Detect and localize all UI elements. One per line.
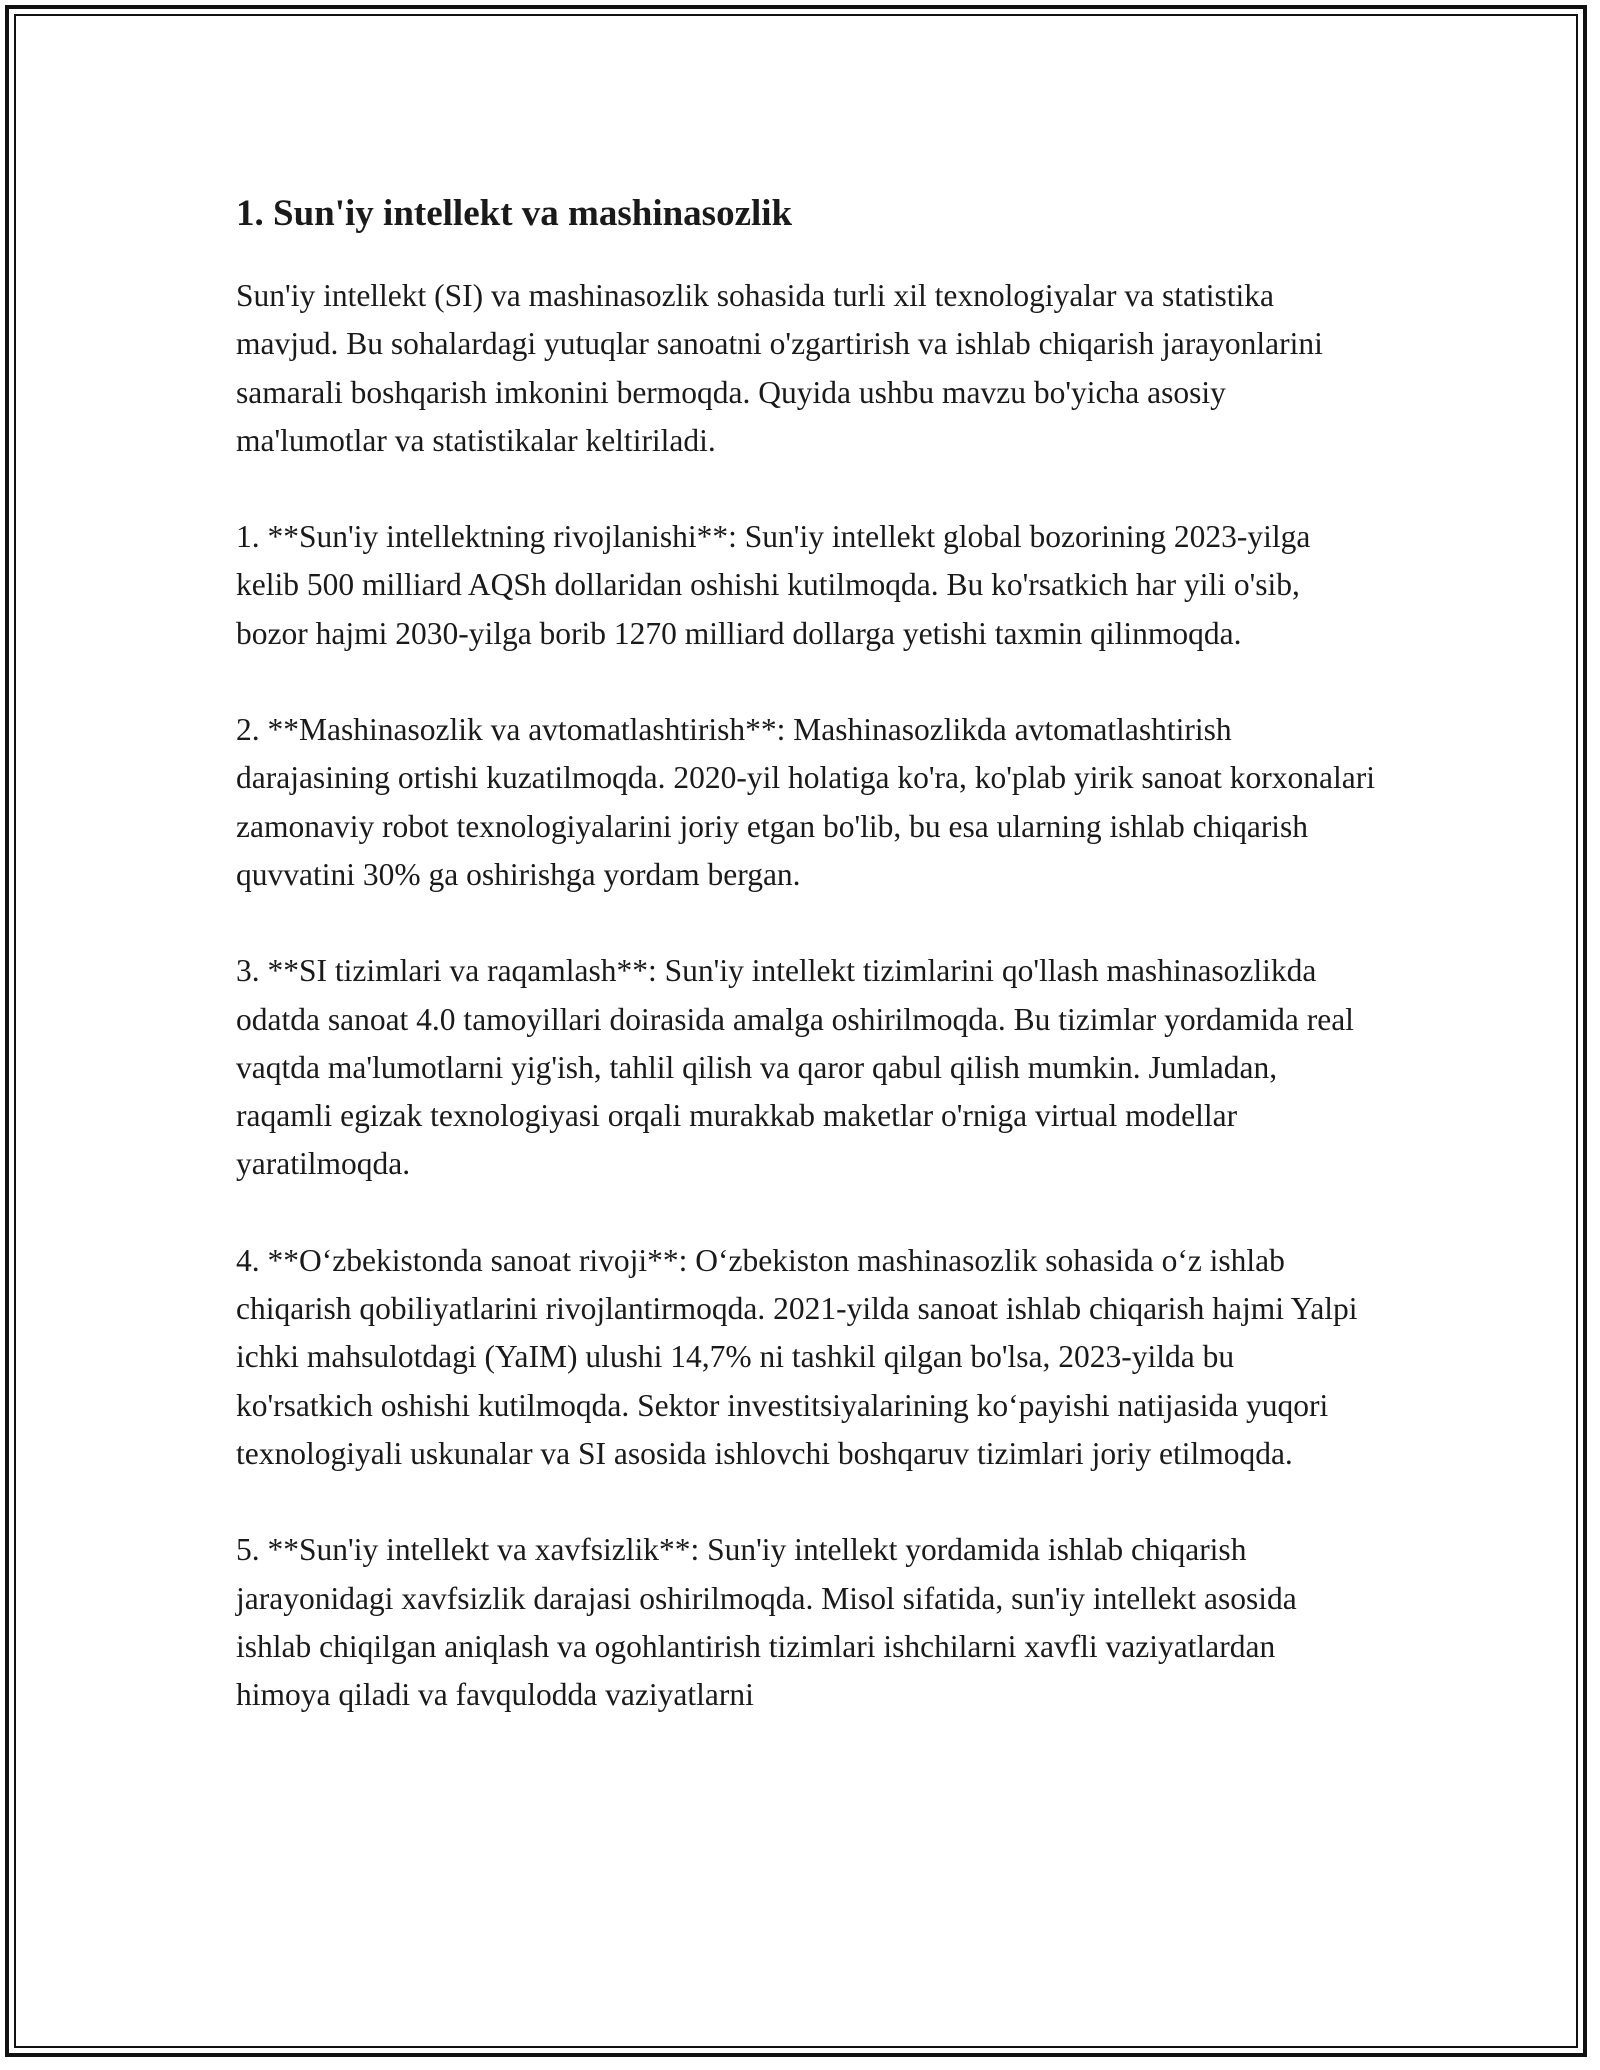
paragraph-automation: 2. **Mashinasozlik va avtomatlashtirish**: Mashinasozlikda avtomatlashtirish darajasining ortishi kuzatilmoqda. 2020-yil holatiga ko'ra, ko'plab yirik sanoat korxonalari zamonaviy robot texnologiyalarini joriy etgan bo'lib, bu esa ularning ishlab chiqarish quvvatini 30% ga oshirishga yordam bergan.	[236, 712, 1375, 892]
paragraph-ai-development: 1. **Sun'iy intellektning rivojlanishi**: Sun'iy intellekt global bozorining 2023-yilga kelib 500 milliard AQSh dollaridan oshishi kutilmoqda. Bu ko'rsatkich har yili o'sib, bozor hajmi 2030-yilga borib 1270 milliard dollarga yetishi taxmin qilinmoqda.	[236, 519, 1311, 651]
paragraph-ai-safety: 5. **Sun'iy intellekt va xavfsizlik**: Sun'iy intellekt yordamida ishlab chiqarish jarayonidagi xavfsizlik darajasi oshirilmoqda. Misol sifatida, sun'iy intellekt asosida ishlab chiqilgan aniqlash va ogohlantirish tizimlari ishchilarni xavfli vaziyatlardan himoya qiladi va favqulodda vaziyatlarni	[236, 1532, 1297, 1713]
intro-paragraph: Sun'iy intellekt (SI) va mashinasozlik sohasida turli xil texnologiyalar va statistika mavjud. Bu sohalardagi yutuqlar sanoatni o'zgartirish va ishlab chiqarish jarayonlarini samarali boshqarish imkonini bermoqda. Quyida ushbu mavzu bo'yicha asosiy ma'lumotlar va statistikalar keltiriladi.	[236, 278, 1323, 458]
paragraph-uzbekistan-industry: 4. **O‘zbekistonda sanoat rivoji**: O‘zbekiston mashinasozlik sohasida o‘z ishlab chiqarish qobiliyatlarini rivojlantirmoqda. 2021-yilda sanoat ishlab chiqarish hajmi Yalpi ichki mahsulotdagi (YaIM) ulushi 14,7% ni tashkil qilgan bo'lsa, 2023-yilda bu ko'rsatkich oshishi kutilmoqda. Sektor investitsiyalarining ko‘payishi natijasida yuqori texnologiyali uskunalar va SI asosida ishlovchi boshqaruv tizimlari joriy etilmoqda.	[236, 1242, 1358, 1471]
document-body	[236, 184, 1376, 1767]
document-title: 1. Sun'iy intellekt va mashinasozlik	[236, 193, 793, 234]
paragraph-digitalization: 3. **SI tizimlari va raqamlash**: Sun'iy intellekt tizimlarini qo'llash mashinasozlikda odatda sanoat 4.0 tamoyillari doirasida amalga oshirilmoqda. Bu tizimlar yordamida real vaqtda ma'lumotlarni yig'ish, tahlil qilish va qaror qabul qilish mumkin. Jumladan, raqamli egizak texnologiyasi orqali murakkab maketlar o'rniga virtual modellar yaratilmoqda.	[236, 953, 1354, 1182]
